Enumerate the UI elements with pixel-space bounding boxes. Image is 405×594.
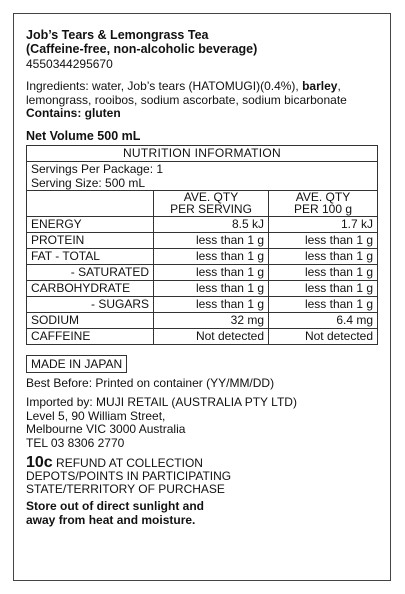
per-serving-value: less than 1 g (154, 232, 269, 248)
serving-size: Serving Size: 500 mL (27, 176, 378, 191)
best-before: Best Before: Printed on container (YY/MM/DD) (26, 375, 275, 390)
per-serving-value: 32 mg (154, 312, 269, 328)
storage-line1: Store out of direct sunlight and (26, 499, 204, 513)
nutrition-row (27, 328, 378, 344)
refund-line2: DEPOTS/POINTS IN PARTICIPATING (26, 469, 232, 483)
nutrition-row (27, 312, 378, 328)
contains-statement: Contains: gluten (26, 106, 121, 120)
ingredients-allergen-barley: barley (302, 79, 338, 93)
nutrition-row (27, 264, 378, 280)
nutrient-name: SODIUM (27, 312, 154, 328)
per-100-value: less than 1 g (269, 248, 378, 264)
storage-instructions (26, 500, 378, 527)
importer-line3: Melbourne VIC 3000 Australia (26, 422, 186, 436)
nutrient-name: CARBOHYDRATE (27, 280, 154, 296)
per-100-value: less than 1 g (269, 232, 378, 248)
per-100-value: 1.7 kJ (269, 216, 378, 232)
ingredients (26, 80, 378, 121)
per-100-header-line2: PER 100 g (293, 202, 353, 216)
product-title (26, 28, 378, 56)
importer-line1: Imported by: MUJI RETAIL (AUSTRALIA PTY LTD) (26, 395, 297, 409)
refund-amount: 10c (26, 454, 53, 471)
importer-info (26, 396, 378, 450)
per-serving-value: less than 1 g (154, 296, 269, 312)
importer-line2: Level 5, 90 William Street, (26, 408, 166, 423)
per-serving-value: less than 1 g (154, 248, 269, 264)
nutrient-name: CAFFEINE (27, 328, 154, 344)
per-serving-col-header (154, 190, 269, 216)
nutrition-row (27, 216, 378, 232)
per-serving-value: less than 1 g (154, 264, 269, 280)
nutrition-row (27, 248, 378, 264)
nutrient-name: - SATURATED (27, 264, 154, 280)
servings-per-package: Servings Per Package: 1 (27, 161, 378, 176)
per-100-col-header (269, 190, 378, 216)
refund-line3: STATE/TERRITORY OF PURCHASE (26, 482, 225, 496)
nutrient-name: FAT - TOTAL (27, 248, 154, 264)
nutrition-heading: NUTRITION INFORMATION (27, 145, 378, 161)
country-of-origin: MADE IN JAPAN (26, 355, 127, 373)
per-100-value: Not detected (269, 328, 378, 344)
nutrient-name: PROTEIN (27, 232, 154, 248)
per-100-value: less than 1 g (269, 296, 378, 312)
product-title-line1: Job’s Tears & Lemongrass Tea (26, 28, 209, 42)
nutrient-col-header (27, 190, 154, 216)
barcode-number: 4550344295670 (26, 57, 113, 71)
per-serving-header-line2: PER SERVING (170, 202, 252, 216)
label-content (26, 28, 378, 527)
per-serving-header-line1: AVE. QTY (183, 189, 239, 204)
ingredients-prefix: Ingredients: water, Job’s tears (HATOMUGI)(0.4%), (26, 79, 303, 93)
per-100-value: 6.4 mg (269, 312, 378, 328)
per-100-value: less than 1 g (269, 280, 378, 296)
per-100-header-line1: AVE. QTY (295, 189, 351, 204)
importer-phone: TEL 03 8306 2770 (26, 435, 125, 450)
nutrition-row (27, 280, 378, 296)
nutrition-table (26, 145, 378, 345)
ingredients-rest: , lemongrass, rooibos, sodium ascorbate, sodium bicarbonate (26, 79, 347, 107)
per-serving-value: 8.5 kJ (154, 216, 269, 232)
net-volume: Net Volume 500 mL (26, 128, 141, 143)
per-serving-value: Not detected (154, 328, 269, 344)
nutrition-rows (27, 216, 378, 344)
product-title-line2: (Caffeine-free, non-alcoholic beverage) (26, 42, 258, 56)
per-100-value: less than 1 g (269, 264, 378, 280)
refund-notice (26, 456, 378, 496)
nutrition-row (27, 296, 378, 312)
nutrition-row (27, 232, 378, 248)
nutrient-name: - SUGARS (27, 296, 154, 312)
refund-line1: REFUND AT COLLECTION (52, 456, 203, 470)
per-serving-value: less than 1 g (154, 280, 269, 296)
storage-line2: away from heat and moisture. (26, 512, 196, 527)
nutrient-name: ENERGY (27, 216, 154, 232)
